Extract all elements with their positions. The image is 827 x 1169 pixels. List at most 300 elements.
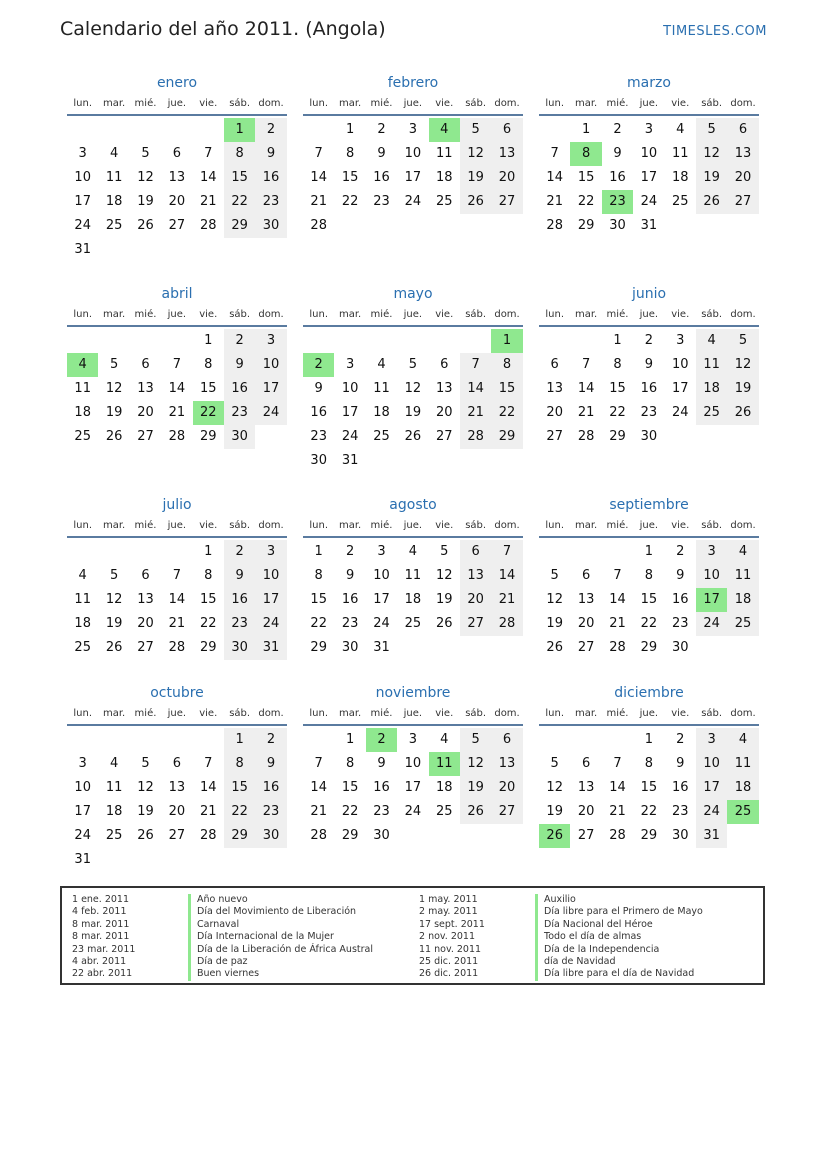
day-cell[interactable]: 19 <box>696 166 727 190</box>
holiday-day-cell[interactable]: 26 <box>539 824 570 848</box>
day-cell[interactable]: 4 <box>377 357 386 372</box>
day-cell[interactable]: 28 <box>310 218 327 233</box>
day-cell[interactable]: 10 <box>74 780 91 795</box>
day-cell[interactable]: 25 <box>435 804 453 819</box>
day-cell[interactable]: 20 <box>577 804 595 819</box>
day-cell[interactable]: 19 <box>460 776 491 800</box>
day-cell[interactable]: 3 <box>255 540 286 564</box>
day-cell[interactable]: 26 <box>105 429 123 444</box>
day-cell[interactable]: 4 <box>727 540 758 564</box>
day-cell[interactable]: 8 <box>613 357 622 372</box>
day-cell[interactable]: 18 <box>435 780 453 795</box>
day-cell[interactable]: 2 <box>255 118 286 142</box>
day-cell[interactable]: 6 <box>581 756 591 771</box>
day-cell[interactable]: 15 <box>341 780 359 795</box>
day-cell[interactable]: 10 <box>640 146 658 161</box>
day-cell[interactable]: 29 <box>640 828 658 843</box>
day-cell[interactable]: 20 <box>491 166 522 190</box>
day-cell[interactable]: 12 <box>137 780 154 795</box>
day-cell[interactable]: 21 <box>199 804 217 819</box>
day-cell[interactable]: 15 <box>224 776 255 800</box>
day-cell[interactable]: 17 <box>404 780 422 795</box>
day-cell[interactable]: 21 <box>310 194 327 209</box>
day-cell[interactable]: 21 <box>546 194 563 209</box>
day-cell[interactable]: 15 <box>640 592 658 607</box>
day-cell[interactable]: 11 <box>373 381 390 396</box>
day-cell[interactable]: 9 <box>377 146 386 161</box>
day-cell[interactable]: 9 <box>377 756 386 771</box>
day-cell[interactable]: 15 <box>491 377 522 401</box>
day-cell[interactable]: 21 <box>491 588 522 612</box>
day-cell[interactable]: 26 <box>435 616 453 631</box>
day-cell[interactable]: 24 <box>74 218 91 233</box>
day-cell[interactable]: 7 <box>204 756 213 771</box>
day-cell[interactable]: 25 <box>105 218 123 233</box>
day-cell[interactable]: 9 <box>255 752 286 776</box>
day-cell[interactable]: 4 <box>696 329 727 353</box>
day-cell[interactable]: 5 <box>408 357 417 372</box>
day-cell[interactable]: 10 <box>74 170 91 185</box>
day-cell[interactable]: 4 <box>109 756 119 771</box>
day-cell[interactable]: 28 <box>609 640 626 655</box>
day-cell[interactable]: 12 <box>105 592 123 607</box>
day-cell[interactable]: 9 <box>676 756 685 771</box>
day-cell[interactable]: 9 <box>224 564 255 588</box>
day-cell[interactable]: 26 <box>460 800 491 824</box>
day-cell[interactable]: 19 <box>137 804 154 819</box>
day-cell[interactable]: 5 <box>109 568 119 583</box>
day-cell[interactable]: 2 <box>676 544 685 559</box>
day-cell[interactable]: 2 <box>644 333 653 348</box>
day-cell[interactable]: 1 <box>224 728 255 752</box>
day-cell[interactable]: 4 <box>408 544 417 559</box>
day-cell[interactable]: 23 <box>255 800 286 824</box>
day-cell[interactable]: 13 <box>491 752 522 776</box>
day-cell[interactable]: 16 <box>310 405 327 420</box>
day-cell[interactable]: 30 <box>224 636 255 660</box>
day-cell[interactable]: 22 <box>224 190 255 214</box>
day-cell[interactable]: 24 <box>74 828 91 843</box>
day-cell[interactable]: 19 <box>727 377 758 401</box>
day-cell[interactable]: 27 <box>491 190 522 214</box>
day-cell[interactable]: 11 <box>671 146 689 161</box>
day-cell[interactable]: 2 <box>377 122 386 137</box>
day-cell[interactable]: 21 <box>310 804 327 819</box>
day-cell[interactable]: 20 <box>491 776 522 800</box>
day-cell[interactable]: 29 <box>199 640 217 655</box>
day-cell[interactable]: 20 <box>435 405 453 420</box>
day-cell[interactable]: 21 <box>460 401 491 425</box>
day-cell[interactable]: 31 <box>373 640 390 655</box>
day-cell[interactable]: 27 <box>168 218 186 233</box>
day-cell[interactable]: 13 <box>546 381 563 396</box>
day-cell[interactable]: 3 <box>345 357 355 372</box>
day-cell[interactable]: 14 <box>609 780 626 795</box>
day-cell[interactable]: 12 <box>546 592 563 607</box>
day-cell[interactable]: 8 <box>204 568 213 583</box>
day-cell[interactable]: 6 <box>581 568 591 583</box>
day-cell[interactable]: 7 <box>613 568 622 583</box>
day-cell[interactable]: 27 <box>577 828 595 843</box>
day-cell[interactable]: 10 <box>341 381 359 396</box>
day-cell[interactable]: 12 <box>460 752 491 776</box>
day-cell[interactable]: 10 <box>404 146 422 161</box>
day-cell[interactable]: 27 <box>491 800 522 824</box>
day-cell[interactable]: 13 <box>168 780 186 795</box>
day-cell[interactable]: 3 <box>644 122 653 137</box>
day-cell[interactable]: 23 <box>224 401 255 425</box>
day-cell[interactable]: 10 <box>404 756 422 771</box>
day-cell[interactable]: 5 <box>460 118 491 142</box>
day-cell[interactable]: 20 <box>460 588 491 612</box>
day-cell[interactable]: 20 <box>168 804 186 819</box>
day-cell[interactable]: 27 <box>727 190 758 214</box>
day-cell[interactable]: 26 <box>727 401 758 425</box>
day-cell[interactable]: 12 <box>460 142 491 166</box>
day-cell[interactable]: 6 <box>141 568 150 583</box>
day-cell[interactable]: 3 <box>255 329 286 353</box>
day-cell[interactable]: 7 <box>460 353 491 377</box>
day-cell[interactable]: 15 <box>609 381 626 396</box>
day-cell[interactable]: 13 <box>577 592 595 607</box>
day-cell[interactable]: 8 <box>224 142 255 166</box>
day-cell[interactable]: 28 <box>609 828 626 843</box>
day-cell[interactable]: 26 <box>696 190 727 214</box>
day-cell[interactable]: 25 <box>727 612 758 636</box>
day-cell[interactable]: 3 <box>676 333 685 348</box>
day-cell[interactable]: 24 <box>255 612 286 636</box>
day-cell[interactable]: 7 <box>314 146 323 161</box>
day-cell[interactable]: 29 <box>577 218 595 233</box>
day-cell[interactable]: 23 <box>224 612 255 636</box>
day-cell[interactable]: 18 <box>727 588 758 612</box>
holiday-day-cell[interactable]: 11 <box>429 752 460 776</box>
day-cell[interactable]: 7 <box>491 540 522 564</box>
day-cell[interactable]: 16 <box>373 780 390 795</box>
day-cell[interactable]: 30 <box>373 828 390 843</box>
holiday-day-cell[interactable]: 4 <box>429 118 460 142</box>
day-cell[interactable]: 31 <box>74 242 91 257</box>
day-cell[interactable]: 28 <box>310 828 327 843</box>
day-cell[interactable]: 2 <box>613 122 622 137</box>
day-cell[interactable]: 16 <box>255 776 286 800</box>
day-cell[interactable]: 11 <box>696 353 727 377</box>
day-cell[interactable]: 17 <box>255 588 286 612</box>
day-cell[interactable]: 9 <box>224 353 255 377</box>
day-cell[interactable]: 15 <box>199 592 217 607</box>
day-cell[interactable]: 18 <box>435 170 453 185</box>
day-cell[interactable]: 23 <box>373 804 390 819</box>
day-cell[interactable]: 27 <box>546 429 563 444</box>
day-cell[interactable]: 8 <box>345 146 355 161</box>
day-cell[interactable]: 12 <box>105 381 123 396</box>
day-cell[interactable]: 25 <box>105 828 123 843</box>
day-cell[interactable]: 12 <box>727 353 758 377</box>
day-cell[interactable]: 27 <box>168 828 186 843</box>
day-cell[interactable]: 15 <box>341 170 359 185</box>
day-cell[interactable]: 20 <box>168 194 186 209</box>
day-cell[interactable]: 13 <box>137 381 154 396</box>
day-cell[interactable]: 7 <box>613 756 622 771</box>
day-cell[interactable]: 25 <box>696 401 727 425</box>
day-cell[interactable]: 14 <box>460 377 491 401</box>
day-cell[interactable]: 29 <box>224 214 255 238</box>
day-cell[interactable]: 1 <box>345 732 355 747</box>
day-cell[interactable]: 24 <box>341 429 359 444</box>
day-cell[interactable]: 14 <box>199 170 217 185</box>
day-cell[interactable]: 5 <box>727 329 758 353</box>
day-cell[interactable]: 11 <box>435 146 453 161</box>
day-cell[interactable]: 3 <box>78 146 87 161</box>
day-cell[interactable]: 19 <box>435 592 453 607</box>
day-cell[interactable]: 8 <box>345 756 355 771</box>
day-cell[interactable]: 20 <box>577 616 595 631</box>
day-cell[interactable]: 13 <box>168 170 186 185</box>
day-cell[interactable]: 30 <box>224 425 255 449</box>
day-cell[interactable]: 9 <box>255 142 286 166</box>
day-cell[interactable]: 6 <box>141 357 150 372</box>
day-cell[interactable]: 5 <box>696 118 727 142</box>
day-cell[interactable]: 7 <box>550 146 559 161</box>
day-cell[interactable]: 27 <box>577 640 595 655</box>
day-cell[interactable]: 11 <box>74 592 91 607</box>
day-cell[interactable]: 18 <box>404 592 422 607</box>
day-cell[interactable]: 6 <box>727 118 758 142</box>
day-cell[interactable]: 30 <box>640 429 658 444</box>
day-cell[interactable]: 2 <box>255 728 286 752</box>
day-cell[interactable]: 30 <box>341 640 359 655</box>
day-cell[interactable]: 9 <box>314 381 323 396</box>
day-cell[interactable]: 12 <box>546 780 563 795</box>
day-cell[interactable]: 18 <box>671 170 689 185</box>
day-cell[interactable]: 22 <box>609 405 626 420</box>
day-cell[interactable]: 25 <box>74 429 91 444</box>
day-cell[interactable]: 18 <box>696 377 727 401</box>
day-cell[interactable]: 29 <box>609 429 626 444</box>
holiday-day-cell[interactable]: 2 <box>303 353 334 377</box>
day-cell[interactable]: 28 <box>168 429 186 444</box>
day-cell[interactable]: 15 <box>310 592 327 607</box>
day-cell[interactable]: 6 <box>460 540 491 564</box>
day-cell[interactable]: 14 <box>168 381 186 396</box>
day-cell[interactable]: 8 <box>644 756 653 771</box>
day-cell[interactable]: 22 <box>491 401 522 425</box>
day-cell[interactable]: 13 <box>137 592 154 607</box>
day-cell[interactable]: 12 <box>404 381 422 396</box>
day-cell[interactable]: 3 <box>377 544 386 559</box>
day-cell[interactable]: 16 <box>609 170 626 185</box>
day-cell[interactable]: 31 <box>341 453 359 468</box>
day-cell[interactable]: 11 <box>105 780 123 795</box>
day-cell[interactable]: 30 <box>255 824 286 848</box>
day-cell[interactable]: 15 <box>640 780 658 795</box>
day-cell[interactable]: 15 <box>224 166 255 190</box>
holiday-day-cell[interactable]: 17 <box>696 588 727 612</box>
day-cell[interactable]: 23 <box>255 190 286 214</box>
day-cell[interactable]: 28 <box>491 612 522 636</box>
day-cell[interactable]: 18 <box>74 405 91 420</box>
day-cell[interactable]: 2 <box>676 732 685 747</box>
day-cell[interactable]: 24 <box>404 194 422 209</box>
day-cell[interactable]: 22 <box>199 616 217 631</box>
day-cell[interactable]: 11 <box>105 170 123 185</box>
day-cell[interactable]: 2 <box>224 540 255 564</box>
day-cell[interactable]: 19 <box>137 194 154 209</box>
day-cell[interactable]: 18 <box>105 804 123 819</box>
day-cell[interactable]: 17 <box>341 405 359 420</box>
day-cell[interactable]: 4 <box>727 728 758 752</box>
day-cell[interactable]: 14 <box>491 564 522 588</box>
day-cell[interactable]: 10 <box>696 564 727 588</box>
day-cell[interactable]: 26 <box>137 218 154 233</box>
day-cell[interactable]: 5 <box>109 357 119 372</box>
day-cell[interactable]: 9 <box>644 357 653 372</box>
day-cell[interactable]: 15 <box>199 381 217 396</box>
day-cell[interactable]: 27 <box>137 640 154 655</box>
day-cell[interactable]: 17 <box>255 377 286 401</box>
day-cell[interactable]: 13 <box>727 142 758 166</box>
holiday-day-cell[interactable]: 22 <box>193 401 224 425</box>
day-cell[interactable]: 1 <box>581 122 591 137</box>
day-cell[interactable]: 14 <box>609 592 626 607</box>
day-cell[interactable]: 17 <box>671 381 689 396</box>
day-cell[interactable]: 29 <box>640 640 658 655</box>
day-cell[interactable]: 22 <box>341 804 359 819</box>
day-cell[interactable]: 27 <box>460 612 491 636</box>
day-cell[interactable]: 1 <box>345 122 355 137</box>
day-cell[interactable]: 30 <box>671 640 689 655</box>
day-cell[interactable]: 16 <box>255 166 286 190</box>
day-cell[interactable]: 23 <box>671 616 689 631</box>
day-cell[interactable]: 14 <box>199 780 217 795</box>
holiday-day-cell[interactable]: 2 <box>366 728 397 752</box>
day-cell[interactable]: 26 <box>105 640 123 655</box>
day-cell[interactable]: 12 <box>696 142 727 166</box>
day-cell[interactable]: 20 <box>137 405 154 420</box>
day-cell[interactable]: 10 <box>255 564 286 588</box>
day-cell[interactable]: 16 <box>373 170 390 185</box>
day-cell[interactable]: 7 <box>314 756 323 771</box>
day-cell[interactable]: 10 <box>373 568 390 583</box>
day-cell[interactable]: 8 <box>491 353 522 377</box>
day-cell[interactable]: 18 <box>727 776 758 800</box>
day-cell[interactable]: 1 <box>644 732 653 747</box>
day-cell[interactable]: 21 <box>168 405 186 420</box>
day-cell[interactable]: 10 <box>696 752 727 776</box>
day-cell[interactable]: 30 <box>609 218 626 233</box>
day-cell[interactable]: 25 <box>373 429 390 444</box>
day-cell[interactable]: 2 <box>345 544 355 559</box>
day-cell[interactable]: 5 <box>550 568 559 583</box>
day-cell[interactable]: 7 <box>204 146 213 161</box>
day-cell[interactable]: 1 <box>204 333 213 348</box>
day-cell[interactable]: 25 <box>435 194 453 209</box>
day-cell[interactable]: 11 <box>404 568 422 583</box>
day-cell[interactable]: 11 <box>727 564 758 588</box>
day-cell[interactable]: 28 <box>546 218 563 233</box>
day-cell[interactable]: 4 <box>676 122 685 137</box>
day-cell[interactable]: 1 <box>644 544 653 559</box>
day-cell[interactable]: 31 <box>696 824 727 848</box>
day-cell[interactable]: 16 <box>341 592 359 607</box>
holiday-day-cell[interactable]: 1 <box>224 118 255 142</box>
day-cell[interactable]: 16 <box>224 377 255 401</box>
day-cell[interactable]: 12 <box>137 170 154 185</box>
day-cell[interactable]: 25 <box>404 616 422 631</box>
day-cell[interactable]: 6 <box>491 118 522 142</box>
day-cell[interactable]: 17 <box>74 804 91 819</box>
day-cell[interactable]: 8 <box>204 357 213 372</box>
day-cell[interactable]: 21 <box>609 804 626 819</box>
day-cell[interactable]: 3 <box>408 122 417 137</box>
day-cell[interactable]: 4 <box>109 146 119 161</box>
day-cell[interactable]: 17 <box>74 194 91 209</box>
day-cell[interactable]: 22 <box>640 804 658 819</box>
day-cell[interactable]: 20 <box>546 405 563 420</box>
day-cell[interactable]: 28 <box>460 425 491 449</box>
site-logo[interactable]: TIMESLES.COM <box>663 24 767 39</box>
day-cell[interactable]: 22 <box>640 616 658 631</box>
day-cell[interactable]: 22 <box>224 800 255 824</box>
day-cell[interactable]: 29 <box>310 640 327 655</box>
day-cell[interactable]: 16 <box>224 588 255 612</box>
day-cell[interactable]: 29 <box>199 429 217 444</box>
day-cell[interactable]: 29 <box>224 824 255 848</box>
day-cell[interactable]: 29 <box>491 425 522 449</box>
day-cell[interactable]: 20 <box>727 166 758 190</box>
day-cell[interactable]: 3 <box>696 728 727 752</box>
day-cell[interactable]: 13 <box>460 564 491 588</box>
day-cell[interactable]: 7 <box>172 568 181 583</box>
day-cell[interactable]: 14 <box>577 381 595 396</box>
holiday-day-cell[interactable]: 1 <box>491 329 522 353</box>
day-cell[interactable]: 26 <box>137 828 154 843</box>
day-cell[interactable]: 8 <box>644 568 653 583</box>
day-cell[interactable]: 17 <box>696 776 727 800</box>
holiday-day-cell[interactable]: 4 <box>67 353 98 377</box>
day-cell[interactable]: 19 <box>546 804 563 819</box>
day-cell[interactable]: 27 <box>137 429 154 444</box>
day-cell[interactable]: 26 <box>404 429 422 444</box>
day-cell[interactable]: 4 <box>78 568 87 583</box>
day-cell[interactable]: 6 <box>172 756 181 771</box>
day-cell[interactable]: 31 <box>74 852 91 867</box>
day-cell[interactable]: 28 <box>577 429 595 444</box>
day-cell[interactable]: 19 <box>404 405 422 420</box>
day-cell[interactable]: 19 <box>105 616 123 631</box>
day-cell[interactable]: 23 <box>310 429 327 444</box>
day-cell[interactable]: 5 <box>460 728 491 752</box>
day-cell[interactable]: 1 <box>314 544 323 559</box>
day-cell[interactable]: 20 <box>137 616 154 631</box>
day-cell[interactable]: 1 <box>204 544 213 559</box>
day-cell[interactable]: 30 <box>671 828 689 843</box>
day-cell[interactable]: 4 <box>440 732 449 747</box>
day-cell[interactable]: 18 <box>74 616 91 631</box>
day-cell[interactable]: 3 <box>78 756 87 771</box>
day-cell[interactable]: 26 <box>546 640 563 655</box>
day-cell[interactable]: 22 <box>577 194 595 209</box>
day-cell[interactable]: 6 <box>550 357 559 372</box>
day-cell[interactable]: 22 <box>341 194 359 209</box>
day-cell[interactable]: 30 <box>310 453 327 468</box>
day-cell[interactable]: 22 <box>310 616 327 631</box>
day-cell[interactable]: 25 <box>671 194 689 209</box>
day-cell[interactable]: 30 <box>255 214 286 238</box>
day-cell[interactable]: 11 <box>727 752 758 776</box>
day-cell[interactable]: 9 <box>345 568 355 583</box>
day-cell[interactable]: 14 <box>310 170 327 185</box>
